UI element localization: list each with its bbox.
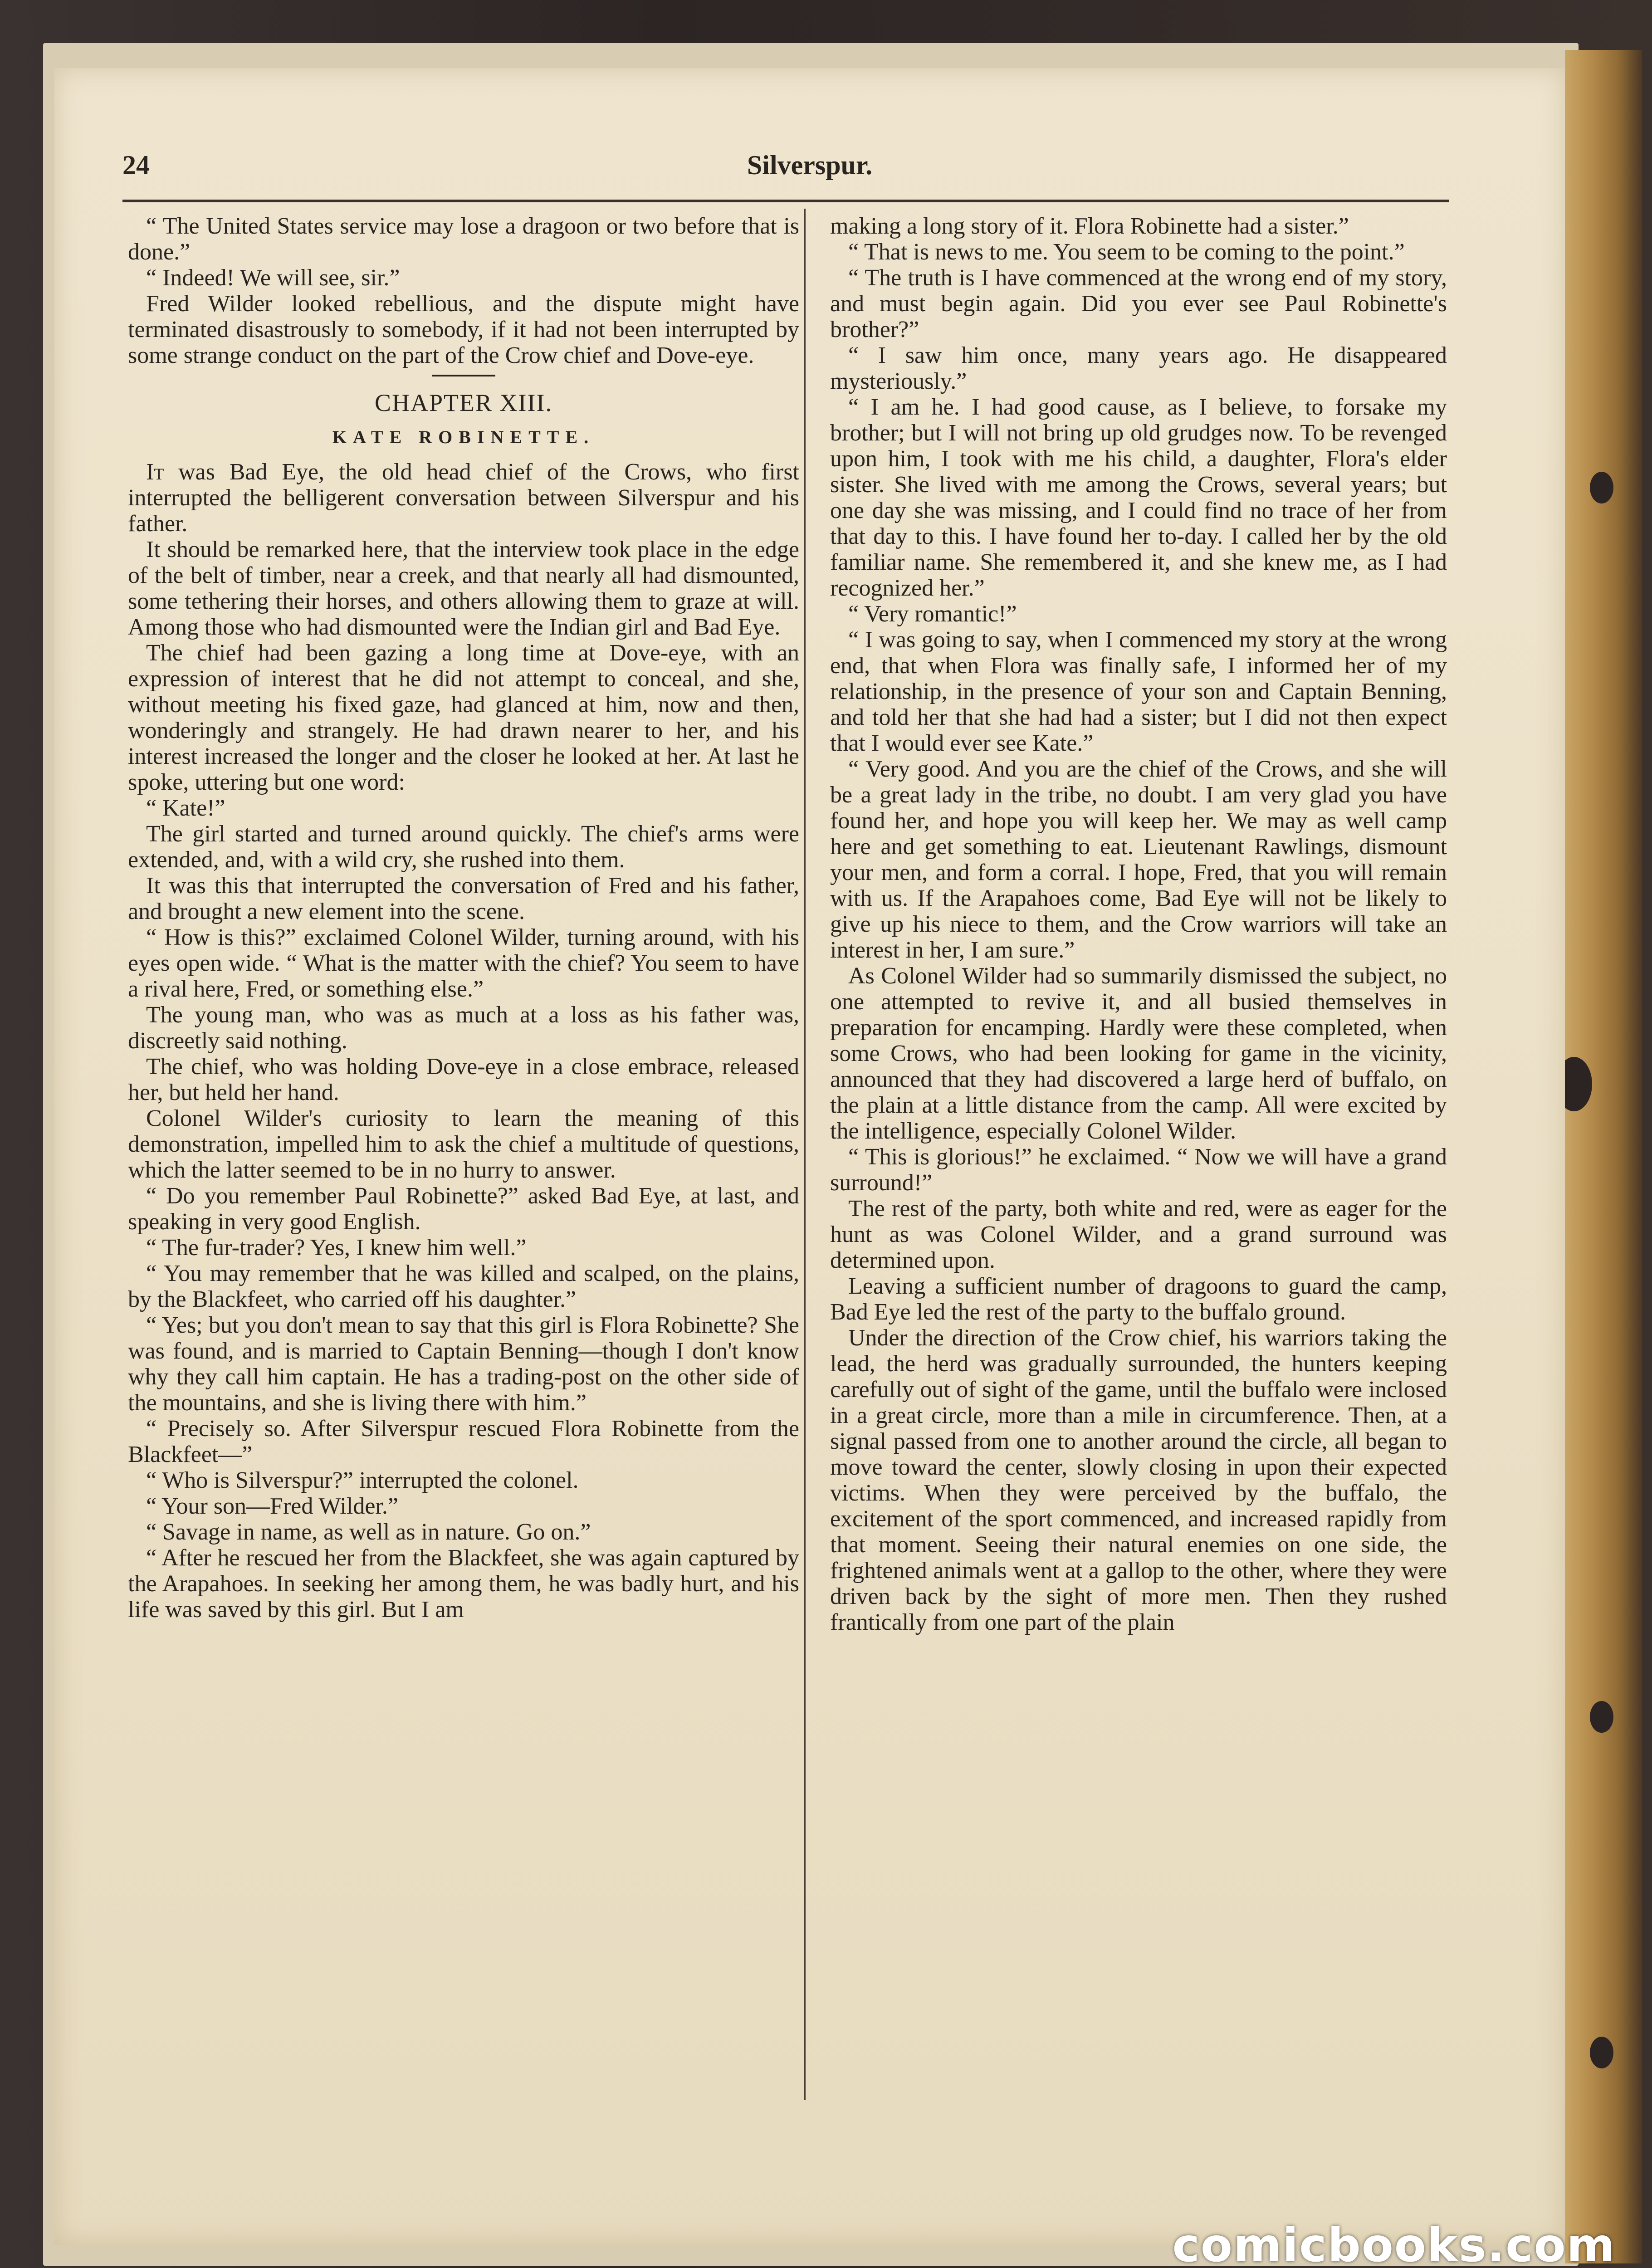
paragraph: Colonel Wilder's curiosity to learn the meaning of this demonstration, impelled him to ask the chief a multitude of questions, which the latter seemed to be in no hurry to answer. xyxy=(128,1105,799,1183)
header-rule xyxy=(122,200,1449,202)
paragraph: “ Very good. And you are the chief of the Crows, and she will be a great lady in the tribe, no doubt. I am very glad you have found her, and hope you will keep her. We may as well camp here and get something to eat. Lieutenant Rawlings, dismount your men, and form a corral. I hope, Fred, that you will remain with us. If the Arapahoes come, Bad Eye will not be likely to give up his niece to them, and the Crow warriors will take an interest in her, I am sure.” xyxy=(830,756,1447,963)
binding-hole xyxy=(1590,1701,1613,1733)
chapter-separator xyxy=(432,375,495,376)
paragraph: “ I saw him once, many years ago. He disappeared mysteriously.” xyxy=(830,342,1447,394)
chapter-opening-paragraph xyxy=(128,459,799,537)
left-column xyxy=(128,213,799,1623)
paragraph: It was this that interrupted the conversation of Fred and his father, and brought a new element into the scene. xyxy=(128,873,799,924)
chapter-heading: CHAPTER XIII. xyxy=(375,389,552,416)
paragraph: It should be remarked here, that the interview took place in the edge of the belt of timber, near a creek, and that nearly all had dismounted, some tethering their horses, and others allowing them to graze at will. Among those who had dismounted were the Indian girl and Bad Eye. xyxy=(128,537,799,640)
site-watermark: comicbooks.com xyxy=(1172,2219,1616,2268)
paragraph: “ Savage in name, as well as in nature. Go on.” xyxy=(146,1519,591,1545)
paragraph: The rest of the party, both white and red, were as eager for the hunt as was Colonel Wilder, and a grand surround was determined upon. xyxy=(830,1196,1447,1273)
running-header xyxy=(122,150,1497,191)
running-title: Silverspur. xyxy=(747,150,873,180)
paragraph: “ That is news to me. You seem to be coming to the point.” xyxy=(848,239,1405,265)
opening-text: was Bad Eye, the old head chief of the Crows, who first interrupted the belligerent conversation between Silverspur and his father. xyxy=(128,459,799,537)
paragraph: “ This is glorious!” he exclaimed. “ Now we will have a grand surround!” xyxy=(830,1144,1447,1196)
paragraph: Leaving a sufficient number of dragoons to guard the camp, Bad Eye led the rest of the party to the buffalo ground. xyxy=(830,1273,1447,1325)
continued-paragraph: making a long story of it. Flora Robinette had a sister.” xyxy=(830,213,1349,239)
paragraph: “ After he rescued her from the Blackfeet, she was again captured by the Arapahoes. In seeking her among them, he was badly hurt, and his life was saved by this girl. But I am xyxy=(128,1545,799,1623)
paragraph: “ Yes; but you don't mean to say that this girl is Flora Robinette? She was found, and is married to Captain Benning—though I don't know why they call him captain. He has a trading-post on the other side of the mountains, and she is living there with him.” xyxy=(128,1312,799,1416)
paragraph: “ How is this?” exclaimed Colonel Wilder, turning around, with his eyes open wide. “ What is the matter with the chief? You seem to have a rival here, Fred, or something else.” xyxy=(128,924,799,1002)
paragraph: “ The fur-trader? Yes, I knew him well.” xyxy=(146,1235,527,1261)
paragraph: “ You may remember that he was killed and scalped, on the plains, by the Blackfeet, who carried off his daughter.” xyxy=(128,1261,799,1312)
paragraph: “ Your son—Fred Wilder.” xyxy=(146,1493,398,1519)
paragraph: Under the direction of the Crow chief, his warriors taking the lead, the herd was gradually surrounded, the hunters keeping carefully out of sight of the game, until the buffalo were inclosed in a great circle, more than a mile in circumference. Then, at a signal passed from one to another around the circle, all began to move toward the center, slowly closing in upon their expected victims. When they were perceived by the buffalo, the excitement of the sport commenced, and increased rapidly from that moment. Seeing their natural enemies on one side, the frightened animals went at a gallop to the other, where they were driven back by the sight of more men. Then they rushed frantically from one part of the plain xyxy=(830,1325,1447,1635)
column-divider xyxy=(804,209,806,2100)
paragraph: As Colonel Wilder had so summarily dismissed the subject, no one attempted to revive it, and all busied themselves in preparation for encamping. Hardly were these completed, when some Crows, who had been looking for game in the vicinity, announced that they had discovered a large herd of buffalo, on the plain at a little distance from the camp. All were excited by the intelligence, especially Colonel Wilder. xyxy=(830,963,1447,1144)
paragraph: The chief had been gazing a long time at Dove-eye, with an expression of interest that he did not attempt to conceal, and she, without meeting his fixed gaze, had glanced at him, now and then, wonderingly and strangely. He had drawn nearer to her, and his interest increased the longer and the closer he looked at her. At last he spoke, uttering but one word: xyxy=(128,640,799,795)
paragraph: “ I am he. I had good cause, as I believe, to forsake my brother; but I will not bring up old grudges now. To be revenged upon him, I took with me his child, a daughter, Flora's elder sister. She lived with me among the Crows, several years; but one day she was missing, and I could find no trace of her from that day to this. I have found her to-day. I called her by the old familiar name. She remembered it, and she knew me, as I had recognized her.” xyxy=(830,394,1447,601)
book-spine xyxy=(1565,50,1642,2263)
binding-hole xyxy=(1590,2037,1613,2068)
paragraph: The young man, who was as much at a loss as his father was, discreetly said nothing. xyxy=(128,1002,799,1054)
right-column xyxy=(830,213,1447,1635)
paragraph: “ Very romantic!” xyxy=(848,601,1017,627)
paragraph: “ Precisely so. After Silverspur rescued Flora Robinette from the Blackfeet—” xyxy=(128,1416,799,1467)
binding-hole xyxy=(1590,472,1613,503)
paragraph: “ The truth is I have commenced at the wrong end of my story, and must begin again. Did you ever see Paul Robinette's brother?” xyxy=(830,265,1447,342)
chapter-subtitle: KATE ROBINETTE. xyxy=(332,427,595,447)
opening-word: It xyxy=(146,459,164,485)
paragraph: “ I was going to say, when I commenced my story at the wrong end, that when Flora was finally safe, I informed her of my relationship, in the presence of your son and Captain Benning, and told her that she had had a sister; but I did not then expect that I would ever see Kate.” xyxy=(830,627,1447,756)
paragraph: “ Indeed! We will see, sir.” xyxy=(146,265,400,291)
paragraph: “ Do you remember Paul Robinette?” asked Bad Eye, at last, and speaking in very good English. xyxy=(128,1183,799,1235)
page-number: 24 xyxy=(122,150,150,180)
paragraph: The girl started and turned around quickly. The chief's arms were extended, and, with a wild cry, she rushed into them. xyxy=(128,821,799,873)
paragraph: “ Kate!” xyxy=(146,795,225,821)
paragraph: Fred Wilder looked rebellious, and the dispute might have terminated disastrously to somebody, if it had not been interrupted by some strange conduct on the part of the Crow chief and Dove-eye. xyxy=(128,291,799,368)
paragraph: “ The United States service may lose a dragoon or two before that is done.” xyxy=(128,213,799,265)
paragraph: “ Who is Silverspur?” interrupted the colonel. xyxy=(146,1467,579,1493)
paragraph: The chief, who was holding Dove-eye in a close embrace, released her, but held her hand. xyxy=(128,1054,799,1105)
